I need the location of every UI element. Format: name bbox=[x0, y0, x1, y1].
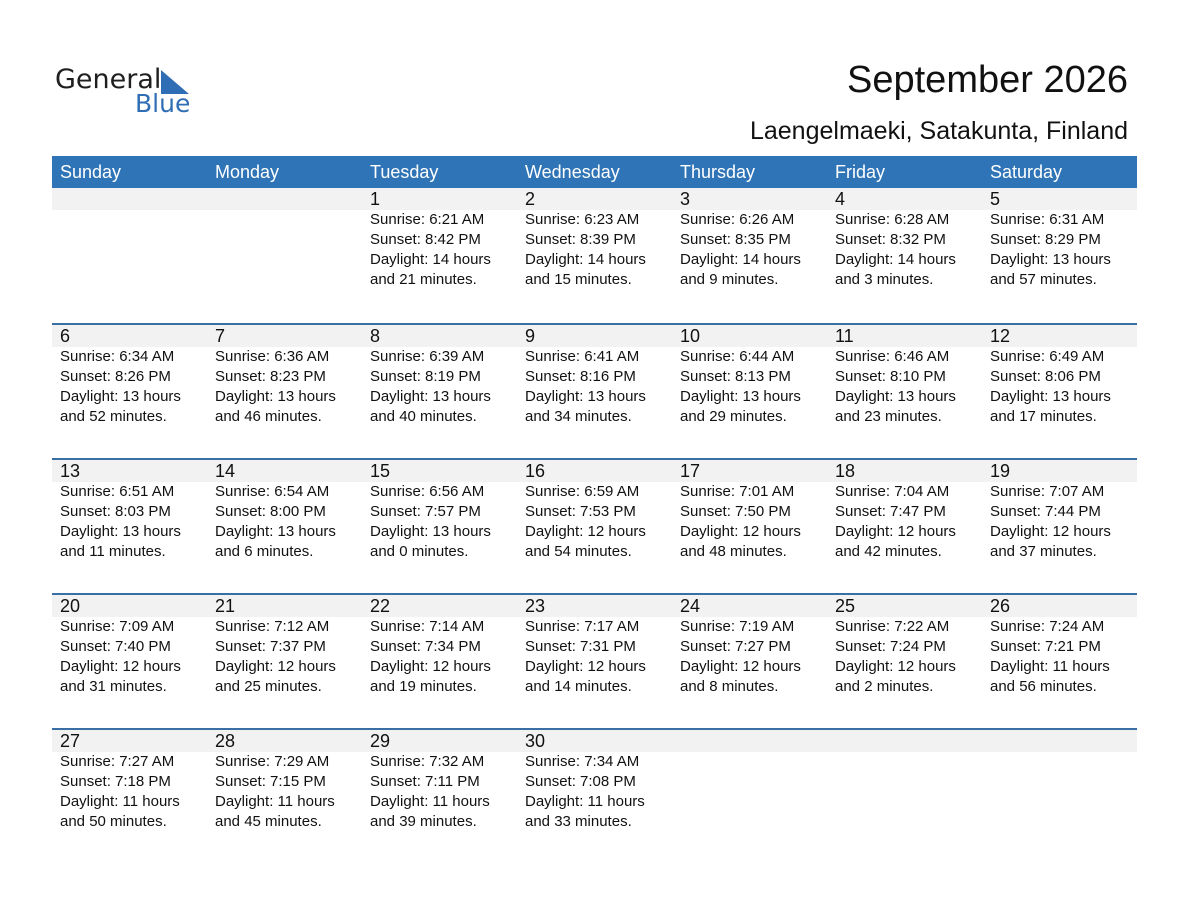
sunset-text: Sunset: 7:31 PM bbox=[525, 638, 636, 655]
calendar-day-cell bbox=[362, 325, 517, 427]
sunrise-text: Sunrise: 6:39 AM bbox=[370, 348, 485, 365]
calendar-empty-cell bbox=[672, 730, 827, 832]
calendar-day-cell bbox=[982, 595, 1137, 697]
sunrise-text: Sunrise: 7:32 AM bbox=[370, 753, 485, 770]
sunrise-text: Sunrise: 6:51 AM bbox=[60, 483, 175, 500]
week-cells bbox=[52, 595, 1137, 697]
sunrise-text: Sunrise: 6:28 AM bbox=[835, 211, 950, 228]
daylight-minutes-text: and 3 minutes. bbox=[835, 271, 934, 288]
logo bbox=[55, 64, 205, 124]
sunrise-text: Sunrise: 6:41 AM bbox=[525, 348, 640, 365]
week-cells bbox=[52, 188, 1137, 290]
daylight-text: Daylight: 12 hours bbox=[680, 523, 801, 540]
sunset-text: Sunset: 7:11 PM bbox=[370, 773, 480, 790]
daylight-text: Daylight: 13 hours bbox=[835, 388, 956, 405]
daylight-text: Daylight: 12 hours bbox=[215, 658, 336, 675]
daylight-minutes-text: and 45 minutes. bbox=[215, 813, 322, 830]
sunrise-text: Sunrise: 7:12 AM bbox=[215, 618, 330, 635]
sunrise-text: Sunrise: 7:09 AM bbox=[60, 618, 175, 635]
calendar-day-cell bbox=[362, 188, 517, 290]
daylight-minutes-text: and 9 minutes. bbox=[680, 271, 779, 288]
location-subtitle: Laengelmaeki, Satakunta, Finland bbox=[749, 117, 1128, 145]
day-number: 5 bbox=[990, 189, 1001, 209]
daylight-text: Daylight: 12 hours bbox=[525, 523, 646, 540]
sunset-text: Sunset: 8:26 PM bbox=[60, 368, 171, 385]
sunrise-text: Sunrise: 7:29 AM bbox=[215, 753, 330, 770]
calendar-empty-cell bbox=[52, 188, 207, 290]
daylight-text: Daylight: 13 hours bbox=[370, 523, 491, 540]
daylight-text: Daylight: 13 hours bbox=[370, 388, 491, 405]
sunset-text: Sunset: 8:35 PM bbox=[680, 231, 791, 248]
weekday-header-row bbox=[52, 156, 1137, 188]
sunrise-text: Sunrise: 6:21 AM bbox=[370, 211, 485, 228]
calendar-day-cell bbox=[207, 595, 362, 697]
calendar-week-row bbox=[52, 188, 1137, 323]
sunset-text: Sunset: 8:16 PM bbox=[525, 368, 636, 385]
sunset-text: Sunset: 8:13 PM bbox=[680, 368, 791, 385]
sunset-text: Sunset: 7:53 PM bbox=[525, 503, 636, 520]
week-cells bbox=[52, 730, 1137, 832]
daylight-minutes-text: and 37 minutes. bbox=[990, 543, 1097, 560]
calendar-day-cell bbox=[52, 595, 207, 697]
day-number: 29 bbox=[370, 731, 391, 751]
sunset-text: Sunset: 7:08 PM bbox=[525, 773, 636, 790]
sunset-text: Sunset: 8:03 PM bbox=[60, 503, 171, 520]
sunset-text: Sunset: 7:34 PM bbox=[370, 638, 481, 655]
calendar-day-cell bbox=[52, 325, 207, 427]
daylight-minutes-text: and 25 minutes. bbox=[215, 678, 322, 695]
calendar-day-cell bbox=[207, 325, 362, 427]
sunset-text: Sunset: 8:39 PM bbox=[525, 231, 636, 248]
calendar-empty-cell bbox=[207, 188, 362, 290]
day-number: 7 bbox=[215, 326, 226, 346]
sunset-text: Sunset: 8:10 PM bbox=[835, 368, 946, 385]
day-number: 15 bbox=[370, 461, 391, 481]
calendar-day-cell bbox=[517, 325, 672, 427]
daylight-text: Daylight: 13 hours bbox=[60, 388, 181, 405]
sunrise-text: Sunrise: 6:31 AM bbox=[990, 211, 1105, 228]
calendar-day-cell bbox=[517, 460, 672, 562]
calendar-day-cell bbox=[517, 188, 672, 290]
daylight-minutes-text: and 6 minutes. bbox=[215, 543, 314, 560]
sunrise-text: Sunrise: 6:56 AM bbox=[370, 483, 485, 500]
week-cells bbox=[52, 325, 1137, 427]
calendar-day-cell bbox=[672, 188, 827, 290]
sunset-text: Sunset: 7:37 PM bbox=[215, 638, 326, 655]
calendar-day-cell bbox=[362, 460, 517, 562]
calendar-day-cell bbox=[207, 730, 362, 832]
day-number: 26 bbox=[990, 596, 1011, 616]
daylight-minutes-text: and 46 minutes. bbox=[215, 408, 322, 425]
daylight-minutes-text: and 31 minutes. bbox=[60, 678, 167, 695]
daylight-text: Daylight: 12 hours bbox=[680, 658, 801, 675]
day-number: 23 bbox=[525, 596, 546, 616]
daylight-text: Daylight: 12 hours bbox=[525, 658, 646, 675]
sunrise-text: Sunrise: 7:27 AM bbox=[60, 753, 175, 770]
sunrise-text: Sunrise: 7:19 AM bbox=[680, 618, 795, 635]
daylight-minutes-text: and 34 minutes. bbox=[525, 408, 632, 425]
daylight-minutes-text: and 29 minutes. bbox=[680, 408, 787, 425]
daylight-text: Daylight: 11 hours bbox=[525, 793, 645, 810]
calendar-weeks bbox=[52, 188, 1137, 863]
day-number: 4 bbox=[835, 189, 846, 209]
day-number: 24 bbox=[680, 596, 701, 616]
sunset-text: Sunset: 8:06 PM bbox=[990, 368, 1101, 385]
week-cells bbox=[52, 460, 1137, 562]
daylight-minutes-text: and 21 minutes. bbox=[370, 271, 477, 288]
calendar-day-cell bbox=[362, 595, 517, 697]
daylight-text: Daylight: 11 hours bbox=[215, 793, 335, 810]
sunset-text: Sunset: 7:18 PM bbox=[60, 773, 171, 790]
daylight-minutes-text: and 0 minutes. bbox=[370, 543, 469, 560]
daylight-minutes-text: and 17 minutes. bbox=[990, 408, 1097, 425]
day-number: 11 bbox=[835, 326, 854, 346]
day-number: 18 bbox=[835, 461, 856, 481]
daylight-text: Daylight: 13 hours bbox=[60, 523, 181, 540]
calendar bbox=[52, 156, 1137, 863]
day-number: 8 bbox=[370, 326, 381, 346]
logo-text-general: General bbox=[55, 64, 162, 95]
daylight-minutes-text: and 52 minutes. bbox=[60, 408, 167, 425]
sunrise-text: Sunrise: 6:26 AM bbox=[680, 211, 795, 228]
sunset-text: Sunset: 7:21 PM bbox=[990, 638, 1101, 655]
daylight-text: Daylight: 13 hours bbox=[215, 388, 336, 405]
weekday-header-sunday: Sunday bbox=[60, 162, 122, 182]
calendar-week-row bbox=[52, 728, 1137, 863]
daylight-text: Daylight: 13 hours bbox=[680, 388, 801, 405]
calendar-empty-cell bbox=[982, 730, 1137, 832]
daylight-minutes-text: and 14 minutes. bbox=[525, 678, 632, 695]
sunset-text: Sunset: 7:57 PM bbox=[370, 503, 481, 520]
daylight-minutes-text: and 40 minutes. bbox=[370, 408, 477, 425]
calendar-week-row bbox=[52, 593, 1137, 728]
sunset-text: Sunset: 7:40 PM bbox=[60, 638, 171, 655]
daylight-minutes-text: and 8 minutes. bbox=[680, 678, 779, 695]
daylight-minutes-text: and 23 minutes. bbox=[835, 408, 942, 425]
day-number: 10 bbox=[680, 326, 701, 346]
calendar-day-cell bbox=[827, 595, 982, 697]
calendar-day-cell bbox=[362, 730, 517, 832]
sunset-text: Sunset: 7:50 PM bbox=[680, 503, 791, 520]
sunrise-text: Sunrise: 6:54 AM bbox=[215, 483, 330, 500]
sunrise-text: Sunrise: 6:59 AM bbox=[525, 483, 640, 500]
daylight-text: Daylight: 12 hours bbox=[835, 523, 956, 540]
day-number: 20 bbox=[60, 596, 81, 616]
daylight-text: Daylight: 11 hours bbox=[990, 658, 1110, 675]
sunrise-text: Sunrise: 7:07 AM bbox=[990, 483, 1105, 500]
sunrise-text: Sunrise: 7:01 AM bbox=[680, 483, 795, 500]
day-number: 21 bbox=[215, 596, 236, 616]
sunrise-text: Sunrise: 7:17 AM bbox=[525, 618, 640, 635]
calendar-day-cell bbox=[52, 730, 207, 832]
weekday-header-wednesday: Wednesday bbox=[525, 162, 620, 182]
day-number: 28 bbox=[215, 731, 236, 751]
sunrise-text: Sunrise: 7:34 AM bbox=[525, 753, 640, 770]
daylight-text: Daylight: 12 hours bbox=[60, 658, 181, 675]
weekday-header-tuesday: Tuesday bbox=[370, 162, 439, 182]
daylight-minutes-text: and 15 minutes. bbox=[525, 271, 632, 288]
daylight-text: Daylight: 14 hours bbox=[680, 251, 801, 268]
daylight-text: Daylight: 13 hours bbox=[990, 251, 1111, 268]
daylight-minutes-text: and 33 minutes. bbox=[525, 813, 632, 830]
calendar-day-cell bbox=[672, 460, 827, 562]
sunrise-text: Sunrise: 6:46 AM bbox=[835, 348, 950, 365]
calendar-day-cell bbox=[827, 188, 982, 290]
daylight-text: Daylight: 14 hours bbox=[835, 251, 956, 268]
calendar-week-row bbox=[52, 458, 1137, 593]
daylight-minutes-text: and 39 minutes. bbox=[370, 813, 477, 830]
sunrise-text: Sunrise: 7:04 AM bbox=[835, 483, 950, 500]
day-number: 22 bbox=[370, 596, 391, 616]
sunset-text: Sunset: 8:29 PM bbox=[990, 231, 1101, 248]
sunset-text: Sunset: 8:19 PM bbox=[370, 368, 481, 385]
daylight-text: Daylight: 13 hours bbox=[215, 523, 336, 540]
sunrise-text: Sunrise: 6:36 AM bbox=[215, 348, 330, 365]
day-number: 19 bbox=[990, 461, 1011, 481]
sunset-text: Sunset: 8:00 PM bbox=[215, 503, 326, 520]
calendar-day-cell bbox=[827, 325, 982, 427]
calendar-day-cell bbox=[982, 325, 1137, 427]
calendar-day-cell bbox=[982, 188, 1137, 290]
calendar-empty-cell bbox=[827, 730, 982, 832]
daylight-text: Daylight: 13 hours bbox=[990, 388, 1111, 405]
calendar-day-cell bbox=[672, 595, 827, 697]
day-number: 27 bbox=[60, 731, 81, 751]
calendar-day-cell bbox=[827, 460, 982, 562]
day-number: 13 bbox=[60, 461, 81, 481]
day-number: 16 bbox=[525, 461, 546, 481]
daylight-minutes-text: and 54 minutes. bbox=[525, 543, 632, 560]
sunrise-text: Sunrise: 7:24 AM bbox=[990, 618, 1105, 635]
calendar-day-cell bbox=[517, 595, 672, 697]
calendar-day-cell bbox=[982, 460, 1137, 562]
day-number: 12 bbox=[990, 326, 1011, 346]
calendar-week-row bbox=[52, 323, 1137, 458]
weekday-header-thursday: Thursday bbox=[680, 162, 756, 182]
weekday-header-monday: Monday bbox=[215, 162, 280, 182]
calendar-day-cell bbox=[672, 325, 827, 427]
weekday-header-saturday: Saturday bbox=[990, 162, 1063, 182]
daylight-text: Daylight: 12 hours bbox=[370, 658, 491, 675]
day-number: 3 bbox=[680, 189, 691, 209]
sunset-text: Sunset: 7:24 PM bbox=[835, 638, 946, 655]
daylight-text: Daylight: 11 hours bbox=[370, 793, 490, 810]
sunrise-text: Sunrise: 6:34 AM bbox=[60, 348, 175, 365]
daylight-minutes-text: and 42 minutes. bbox=[835, 543, 942, 560]
daylight-text: Daylight: 12 hours bbox=[990, 523, 1111, 540]
daylight-minutes-text: and 56 minutes. bbox=[990, 678, 1097, 695]
sunset-text: Sunset: 7:15 PM bbox=[215, 773, 326, 790]
sunrise-text: Sunrise: 7:14 AM bbox=[370, 618, 485, 635]
daylight-text: Daylight: 14 hours bbox=[525, 251, 646, 268]
daylight-text: Daylight: 11 hours bbox=[60, 793, 180, 810]
daylight-minutes-text: and 19 minutes. bbox=[370, 678, 477, 695]
sunrise-text: Sunrise: 6:23 AM bbox=[525, 211, 640, 228]
day-number: 1 bbox=[370, 189, 381, 209]
sunset-text: Sunset: 8:32 PM bbox=[835, 231, 946, 248]
daylight-text: Daylight: 13 hours bbox=[525, 388, 646, 405]
logo-text-blue: Blue bbox=[135, 89, 191, 118]
daylight-minutes-text: and 11 minutes. bbox=[60, 543, 166, 560]
sunset-text: Sunset: 8:42 PM bbox=[370, 231, 481, 248]
sunset-text: Sunset: 7:27 PM bbox=[680, 638, 791, 655]
calendar-day-cell bbox=[52, 460, 207, 562]
sunset-text: Sunset: 8:23 PM bbox=[215, 368, 326, 385]
day-number: 6 bbox=[60, 326, 71, 346]
day-number: 2 bbox=[525, 189, 536, 209]
day-number: 30 bbox=[525, 731, 546, 751]
sunrise-text: Sunrise: 7:22 AM bbox=[835, 618, 950, 635]
day-number: 9 bbox=[525, 326, 536, 346]
weekday-header-friday: Friday bbox=[835, 162, 886, 182]
daylight-text: Daylight: 12 hours bbox=[835, 658, 956, 675]
sunset-text: Sunset: 7:47 PM bbox=[835, 503, 946, 520]
daylight-minutes-text: and 57 minutes. bbox=[990, 271, 1097, 288]
day-number: 14 bbox=[215, 461, 236, 481]
sunrise-text: Sunrise: 6:49 AM bbox=[990, 348, 1105, 365]
calendar-day-cell bbox=[207, 460, 362, 562]
sunset-text: Sunset: 7:44 PM bbox=[990, 503, 1101, 520]
day-number: 17 bbox=[680, 461, 701, 481]
sunrise-text: Sunrise: 6:44 AM bbox=[680, 348, 795, 365]
page-title: September 2026 bbox=[847, 59, 1128, 101]
daylight-minutes-text: and 2 minutes. bbox=[835, 678, 934, 695]
daylight-text: Daylight: 14 hours bbox=[370, 251, 491, 268]
daylight-minutes-text: and 48 minutes. bbox=[680, 543, 787, 560]
day-number: 25 bbox=[835, 596, 856, 616]
daylight-minutes-text: and 50 minutes. bbox=[60, 813, 167, 830]
calendar-day-cell bbox=[517, 730, 672, 832]
